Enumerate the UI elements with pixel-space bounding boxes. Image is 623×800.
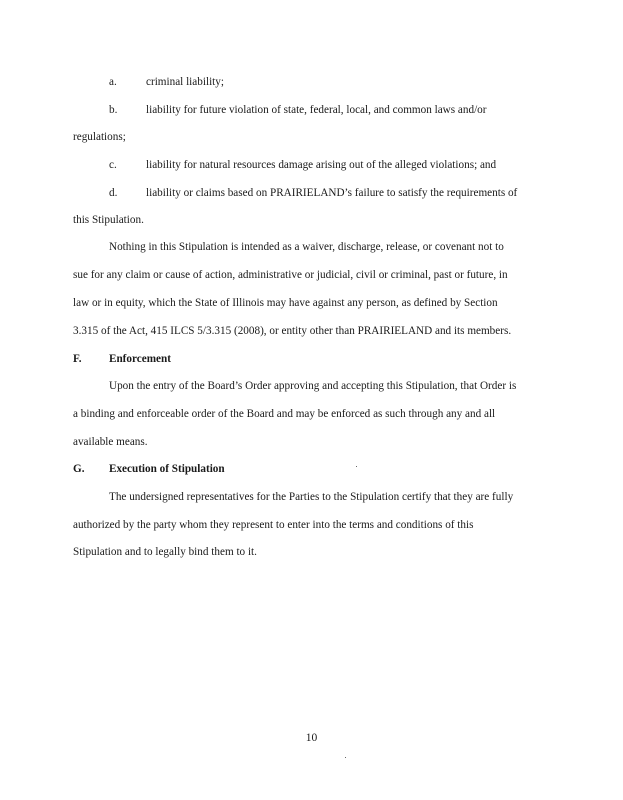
section-g-line-3: Stipulation and to legally bind them to it. (73, 546, 257, 558)
section-f-title: Enforcement (109, 353, 171, 365)
reservation-line-1: Nothing in this Stipulation is intended as a waiver, discharge, release, or covenant not to (109, 241, 504, 253)
reservation-line-3: law or in equity, which the State of Illinois may have against any person, as defined by Section (73, 297, 498, 309)
section-f-line-1: Upon the entry of the Board’s Order approving and accepting this Stipulation, that Order is (109, 380, 517, 392)
list-label-d: d. (109, 187, 118, 199)
list-label-c: c. (109, 159, 117, 171)
section-f-line-2: a binding and enforceable order of the Board and may be enforced as such through any and all (73, 408, 496, 420)
section-f-line-3: available means. (73, 436, 148, 448)
section-g-letter: G. (73, 463, 85, 475)
list-continuation-d: this Stipulation. (73, 214, 144, 226)
section-g-line-1: The undersigned representatives for the Parties to the Stipulation certify that they are fully (109, 491, 514, 503)
list-text-d: liability or claims based on PRAIRIELAND’s failure to satisfy the requirements of (146, 187, 518, 199)
list-label-b: b. (109, 104, 118, 116)
list-continuation-b: regulations; (73, 131, 126, 143)
scan-speck (345, 757, 346, 758)
list-text-c: liability for natural resources damage arising out of the alleged violations; and (146, 159, 497, 171)
list-text-b: liability for future violation of state, federal, local, and common laws and/or (146, 104, 487, 116)
section-g-title: Execution of Stipulation (109, 463, 225, 475)
reservation-line-2: sue for any claim or cause of action, administrative or judicial, civil or criminal, past or future, in (73, 269, 508, 281)
page-number: 10 (305, 732, 318, 744)
reservation-line-4: 3.315 of the Act, 415 ILCS 5/3.315 (2008), or entity other than PRAIRIELAND and its members. (73, 325, 512, 337)
section-g-line-2: authorized by the party whom they represent to enter into the terms and conditions of this (73, 519, 474, 531)
list-label-a: a. (109, 76, 117, 88)
section-f-letter: F. (73, 353, 82, 365)
scan-speck (356, 466, 357, 467)
list-text-a: criminal liability; (146, 76, 224, 88)
